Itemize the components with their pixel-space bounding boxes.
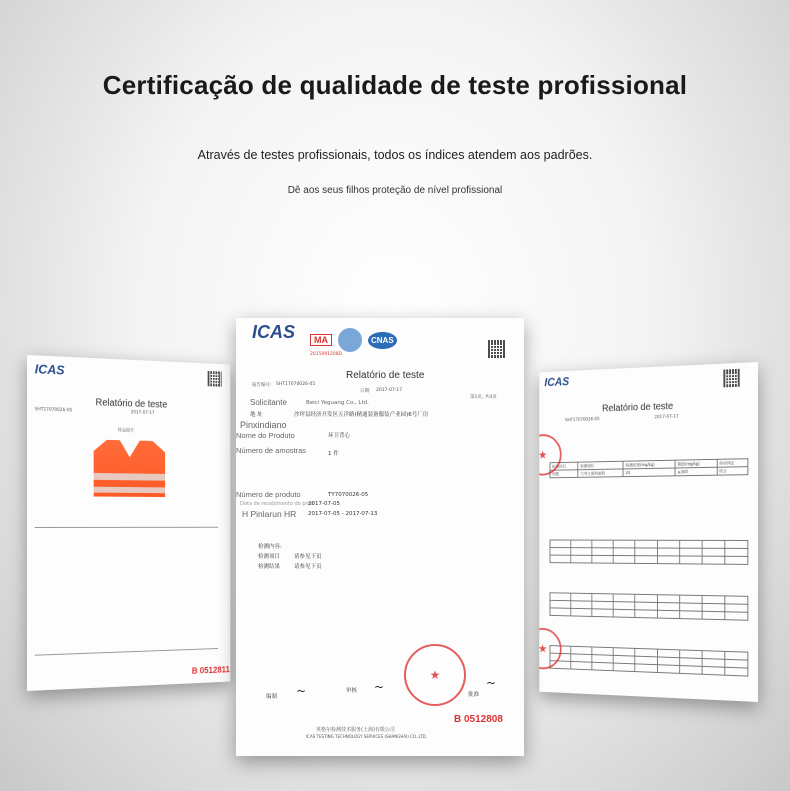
serial-number: B 0512808	[454, 714, 503, 725]
vest-photo	[94, 440, 165, 497]
test-item-label: 检测项目	[258, 554, 281, 560]
test-item-value: 请参见下页	[294, 554, 322, 560]
test-result-label: 检测结果	[258, 564, 281, 570]
page-headline: Certificação de qualidade de teste profissional	[102, 70, 688, 100]
product-number-label: Número de produto	[236, 490, 301, 499]
solicitante-value: Beici Yeguang Co., Ltd.	[306, 400, 369, 406]
sign-label-compiled: 编制	[266, 694, 278, 700]
sample-count-label: Número de amostras	[236, 446, 307, 455]
cma-number: 2015091208D	[310, 352, 343, 357]
table-header: 检测部位	[578, 461, 623, 470]
icas-logo: ICAS	[252, 322, 296, 342]
photo-caption: 样品照片	[117, 428, 135, 434]
test-content-label: 检测内容:	[258, 544, 282, 550]
sample-count-value: 1 件	[328, 451, 339, 457]
signature-1: ~	[296, 684, 307, 698]
ilac-mark-icon	[338, 328, 362, 352]
test-period-label: H Pinlarun HR	[242, 509, 297, 519]
colorfastness-table-1	[550, 540, 749, 565]
report-number: SHT17070026-05	[34, 407, 73, 414]
product-name-label: Nome do Produto	[236, 431, 295, 440]
report-number: SHT17070026-05	[276, 382, 316, 387]
table-header: 单项判定	[717, 459, 748, 468]
colorfastness-table-3	[550, 645, 749, 677]
test-report-center	[236, 318, 524, 756]
report-date: 2017-07-17	[376, 388, 403, 393]
table-cell: ≤300	[675, 467, 717, 476]
serial-number: B 0512811	[191, 664, 230, 676]
sign-label-approve: 批准	[468, 692, 480, 698]
receipt-date-label: Data de recebimento do prod	[240, 501, 314, 507]
report-date-label: 日期:	[360, 389, 371, 394]
test-report-left	[27, 355, 230, 691]
qr-code-icon	[723, 369, 740, 388]
solicitante-label: Solicitante	[250, 398, 287, 407]
certification-marks	[310, 328, 397, 352]
report-date: 2017-07-17	[654, 414, 679, 421]
test-period-value: 2017-07-05 - 2017-07-13	[308, 511, 378, 517]
product-name-value: 环卫背心	[328, 433, 351, 439]
report-title: Relatório de teste	[346, 370, 425, 381]
footer-company: 英格尔检测技术服务(上海)有限公司	[316, 727, 395, 733]
table-header: 限值(mg/kg)	[675, 459, 717, 468]
official-stamp	[404, 644, 466, 706]
report-date: 2017-07-17	[130, 410, 155, 416]
test-report-right	[539, 362, 758, 702]
icas-logo: ICAS	[34, 361, 65, 378]
report-title: Relatório de teste	[602, 401, 674, 415]
qr-code-icon	[208, 371, 222, 387]
table-header: 检测结果(mg/kg)	[623, 460, 675, 469]
cnas-mark-icon: CNAS	[368, 332, 397, 349]
product-number-value: TY7070026-05	[328, 492, 369, 498]
pinxindiano-text: Pinxindiano	[240, 420, 287, 430]
table-cell: 20	[623, 468, 675, 477]
report-number: SHT17070026-05	[565, 417, 600, 424]
test-result-value: 请参见下页	[294, 564, 322, 570]
address-value: 沙坪县经济开发区五洋路(精通装备服装产业园)6号厂房	[294, 412, 429, 418]
signature-3: ~	[486, 676, 497, 690]
signature-2: ~	[374, 680, 385, 694]
cma-mark-icon: MA	[310, 334, 332, 346]
report-number-label: 报告编号:	[252, 383, 272, 388]
table-cell: 符合	[717, 467, 748, 475]
colorfastness-table-2	[550, 592, 749, 620]
icas-logo: ICAS	[544, 374, 570, 389]
subtitle-primary: Através de testes profissionais, todos os índices atendem aos padrões.	[197, 148, 593, 162]
footer-company-en: ICAS TESTING TECHNOLOGY SERVICES (SHANGHAI) CO.,LTD.	[306, 734, 427, 739]
table-cell: 大身主面料面料	[578, 469, 623, 477]
subtitle-secondary: Dê aos seus filhos proteção de nível profissional	[287, 185, 503, 196]
receipt-date-value: 2017-07-05	[308, 501, 340, 507]
page-number: 第1页, 共4页	[470, 395, 497, 400]
table-cell: 甲醛	[550, 470, 578, 478]
report-title: Relatório de teste	[95, 397, 168, 411]
sign-label-review: 审核	[346, 688, 358, 694]
table-header: 检测项目	[550, 462, 578, 470]
address-label: 地 址	[250, 412, 263, 418]
results-table	[550, 458, 749, 478]
qr-code-icon	[488, 340, 506, 358]
